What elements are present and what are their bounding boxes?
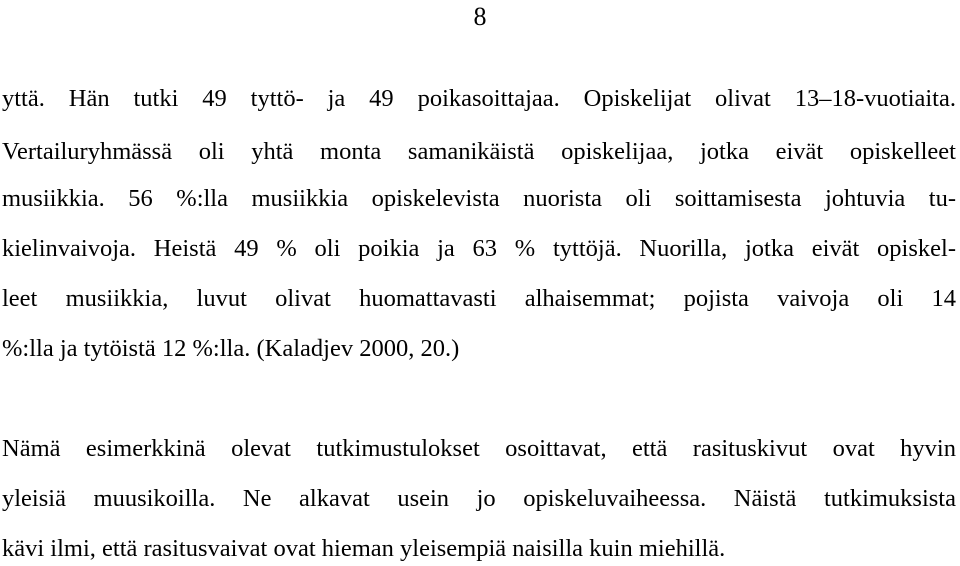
paragraph-line: leet musiikkia, luvut olivat huomattavasti alhaisemmat; pojista vaivoja oli 14	[2, 285, 956, 312]
paragraph-line: kielinvaivoja. Heistä 49 % oli poikia ja 63 % tyttöjä. Nuorilla, jotka eivät opiskel-	[2, 235, 956, 262]
paragraph-line: Nämä esimerkkinä olevat tutkimustulokset osoittavat, että rasituskivut ovat hyvin	[2, 435, 956, 462]
paragraph-line: yleisiä muusikoilla. Ne alkavat usein jo opiskeluvaiheessa. Näistä tutkimuksista	[2, 485, 956, 512]
paragraph-line: musiikkia. 56 %:lla musiikkia opiskelevista nuorista oli soittamisesta johtuvia tu-	[2, 185, 956, 212]
paragraph-line: kävi ilmi, että rasitusvaivat ovat hieman yleisempiä naisilla kuin miehillä.	[2, 535, 726, 562]
paragraph-line: Vertailuryhmässä oli yhtä monta samanikäistä opiskelijaa, jotka eivät opiskelleet	[2, 138, 956, 165]
paragraph-line: yttä. Hän tutki 49 tyttö- ja 49 poikasoittajaa. Opiskelijat olivat 13–18-vuotiaita.	[2, 85, 956, 112]
paragraph-line: %:lla ja tytöistä 12 %:lla. (Kaladjev 2000, 20.)	[2, 335, 460, 362]
page-number: 8	[473, 2, 487, 31]
